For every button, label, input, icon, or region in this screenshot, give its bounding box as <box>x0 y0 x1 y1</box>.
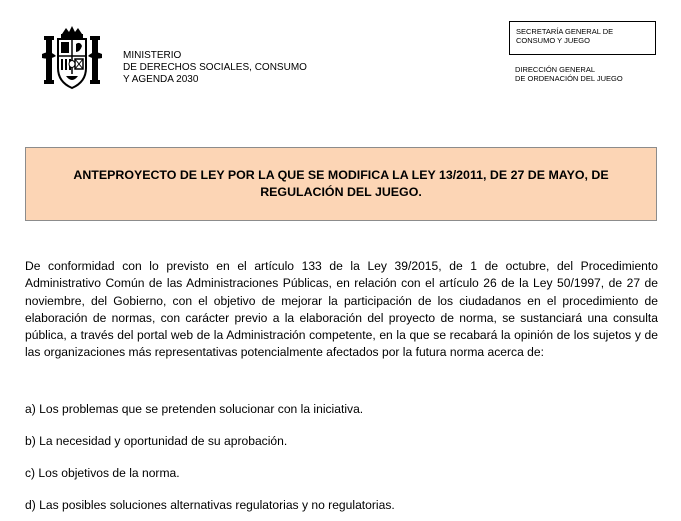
ministry-name <box>123 50 307 86</box>
list-item: a) Los problemas que se pretenden solucionar con la iniciativa. <box>25 402 364 416</box>
secretaria-line: SECRETARÍA GENERAL DE <box>516 27 614 36</box>
body-paragraph: De conformidad con lo previsto en el artículo 133 de la Ley 39/2015, de 1 de octubre, del Procedimiento Administrativo Común de las Administraciones Públicas, en relación con el artículo 26 de la Ley 50/1997, de 27 de noviembre, del Gobierno, con el objetivo de mejorar la participación de los ciudadanos en el procedimiento de elaboración de normas, con carácter previo a la elaboración del proyecto de norma, se sustanciará una consulta pública, a través del portal web de la Administración competente, en la que se recabará la opinión de los sujetos y de las organizaciones más representativas potencialmente afectados por la futura norma acerca de: <box>25 259 658 360</box>
list-item: c) Los objetivos de la norma. <box>25 466 180 480</box>
direccion-line: DE ORDENACIÓN DEL JUEGO <box>515 74 623 83</box>
document-title: ANTEPROYECTO DE LEY POR LA QUE SE MODIFICA LA LEY 13/2011, DE 27 DE MAYO, DE REGULACIÓN DEL JUEGO. <box>73 168 609 199</box>
document-title-box <box>25 147 657 221</box>
direccion-general <box>515 65 623 83</box>
direccion-line: DIRECCIÓN GENERAL <box>515 65 596 74</box>
ministry-line: DE DERECHOS SOCIALES, CONSUMO <box>123 62 307 73</box>
list-item: d) Las posibles soluciones alternativas regulatorias y no regulatorias. <box>25 498 395 512</box>
secretaria-box <box>509 21 656 55</box>
ministry-line: MINISTERIO <box>123 50 182 61</box>
spanish-coat-of-arms-icon <box>40 24 104 94</box>
list-item: b) La necesidad y oportunidad de su aprobación. <box>25 434 288 448</box>
ministry-line: Y AGENDA 2030 <box>123 74 199 85</box>
secretaria-line: CONSUMO Y JUEGO <box>516 36 590 45</box>
